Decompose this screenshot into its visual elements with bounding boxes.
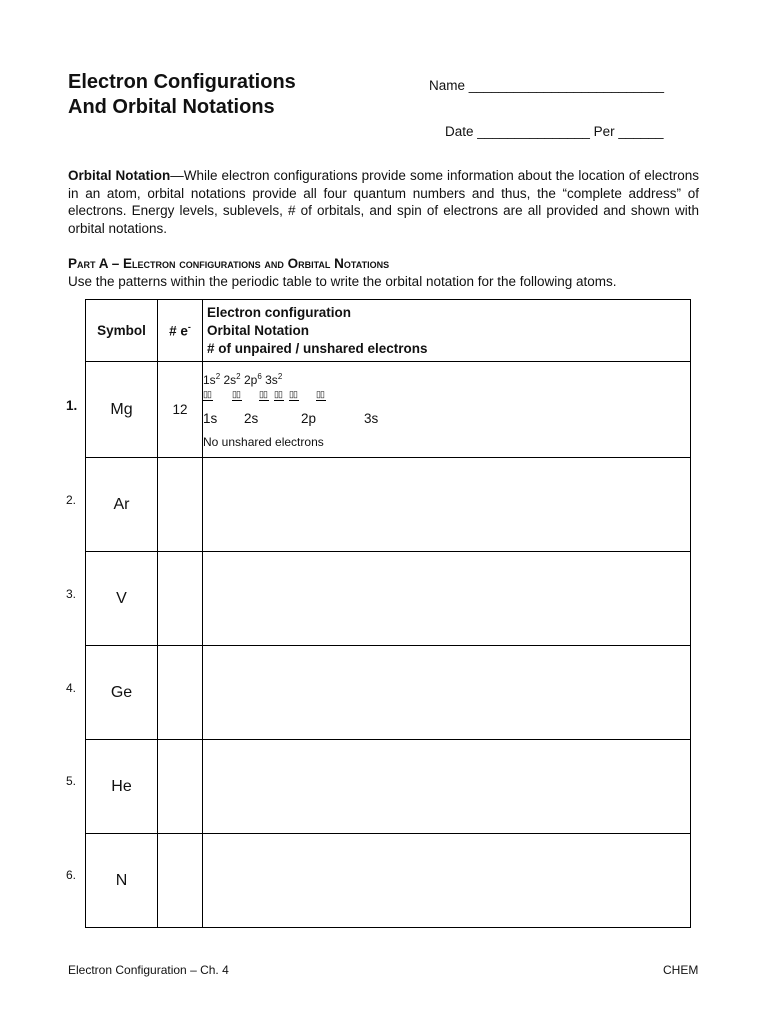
title-line-2: And Orbital Notations	[68, 96, 275, 118]
unshared-electrons-note: No unshared electrons	[203, 435, 324, 449]
symbol-cell: V	[86, 552, 158, 646]
answer-cell[interactable]	[203, 740, 691, 834]
orbital-box-2p-3: ▯▯	[289, 389, 299, 401]
footer-subject: CHEM	[663, 963, 699, 977]
intro-paragraph	[68, 167, 699, 237]
electron-count-cell[interactable]	[158, 646, 203, 740]
answer-cell[interactable]	[203, 834, 691, 928]
info-header-line-2: Orbital Notation	[207, 322, 309, 338]
row-number: 4.	[66, 681, 77, 695]
name-field[interactable]: Name __________________________	[429, 78, 664, 93]
table-row	[86, 458, 691, 552]
sublevel-labels	[203, 411, 690, 429]
electron-count-cell[interactable]: 12	[158, 362, 203, 458]
row-number: 1.	[66, 398, 78, 413]
symbol-cell: Ar	[86, 458, 158, 552]
part-a-instructions: Use the patterns within the periodic table to write the orbital notation for the following atoms.	[68, 274, 617, 289]
electrons-header-sup: -	[187, 322, 191, 333]
electrons-header	[158, 300, 203, 362]
answer-cell[interactable]	[203, 458, 691, 552]
info-header-line-3: # of unpaired / unshared electrons	[207, 340, 428, 356]
info-header-line-1: Electron configuration	[207, 304, 352, 320]
row-number: 2.	[66, 493, 77, 507]
date-period-field[interactable]: Date _______________ Per ______	[445, 124, 664, 139]
orbital-box-2s: ▯▯	[232, 389, 242, 401]
answer-cell[interactable]	[203, 646, 691, 740]
sublevel-label: 2s	[244, 411, 259, 426]
electron-configuration: $1s^2$ $2s^2$ $2p^6$ $3s^2$	[203, 372, 283, 387]
part-a-heading: Part A – Electron configurations and Orbital Notations	[68, 256, 390, 271]
answer-cell[interactable]	[203, 552, 691, 646]
electron-count-cell[interactable]	[158, 552, 203, 646]
example-answer-cell	[203, 362, 691, 458]
orbital-boxes	[203, 389, 690, 403]
sublevel-label: 1s	[203, 411, 218, 426]
intro-term: Orbital Notation	[68, 168, 171, 183]
symbol-cell: Mg	[86, 362, 158, 458]
symbol-header: Symbol	[86, 300, 158, 362]
row-number: 6.	[66, 868, 77, 882]
table-row	[86, 552, 691, 646]
electron-count-cell[interactable]	[158, 834, 203, 928]
orbital-box-2p-2: ▯▯	[274, 389, 284, 401]
table-row	[86, 834, 691, 928]
sublevel-label: 2p	[301, 411, 317, 426]
symbol-cell: N	[86, 834, 158, 928]
table-row	[86, 362, 691, 458]
symbol-cell: He	[86, 740, 158, 834]
electrons-header-label: # e	[169, 323, 188, 339]
electron-count-cell[interactable]	[158, 458, 203, 552]
electron-count-cell[interactable]	[158, 740, 203, 834]
table-row	[86, 740, 691, 834]
orbital-box-1s: ▯▯	[203, 389, 213, 401]
title-line-1: Electron Configurations	[68, 71, 296, 93]
orbital-box-2p-1: ▯▯	[259, 389, 269, 401]
orbital-notation-table	[85, 299, 691, 928]
table-header-row	[86, 300, 691, 362]
info-header	[203, 300, 691, 362]
worksheet-title	[68, 70, 296, 120]
row-number: 5.	[66, 774, 77, 788]
row-number: 3.	[66, 587, 77, 601]
sublevel-label: 3s	[364, 411, 379, 426]
intro-text: —While electron configurations provide some information about the location of electrons in an atom, orbital notations provide all four quantum numbers and thus, the “complete address” of electrons. Energy levels, sublevels, # of orbitals, and spin of electrons are all provided and shown with orbital notations.	[68, 168, 699, 236]
orbital-box-3s: ▯▯	[316, 389, 326, 401]
footer-course: Electron Configuration – Ch. 4	[68, 963, 229, 977]
symbol-cell: Ge	[86, 646, 158, 740]
table-row	[86, 646, 691, 740]
